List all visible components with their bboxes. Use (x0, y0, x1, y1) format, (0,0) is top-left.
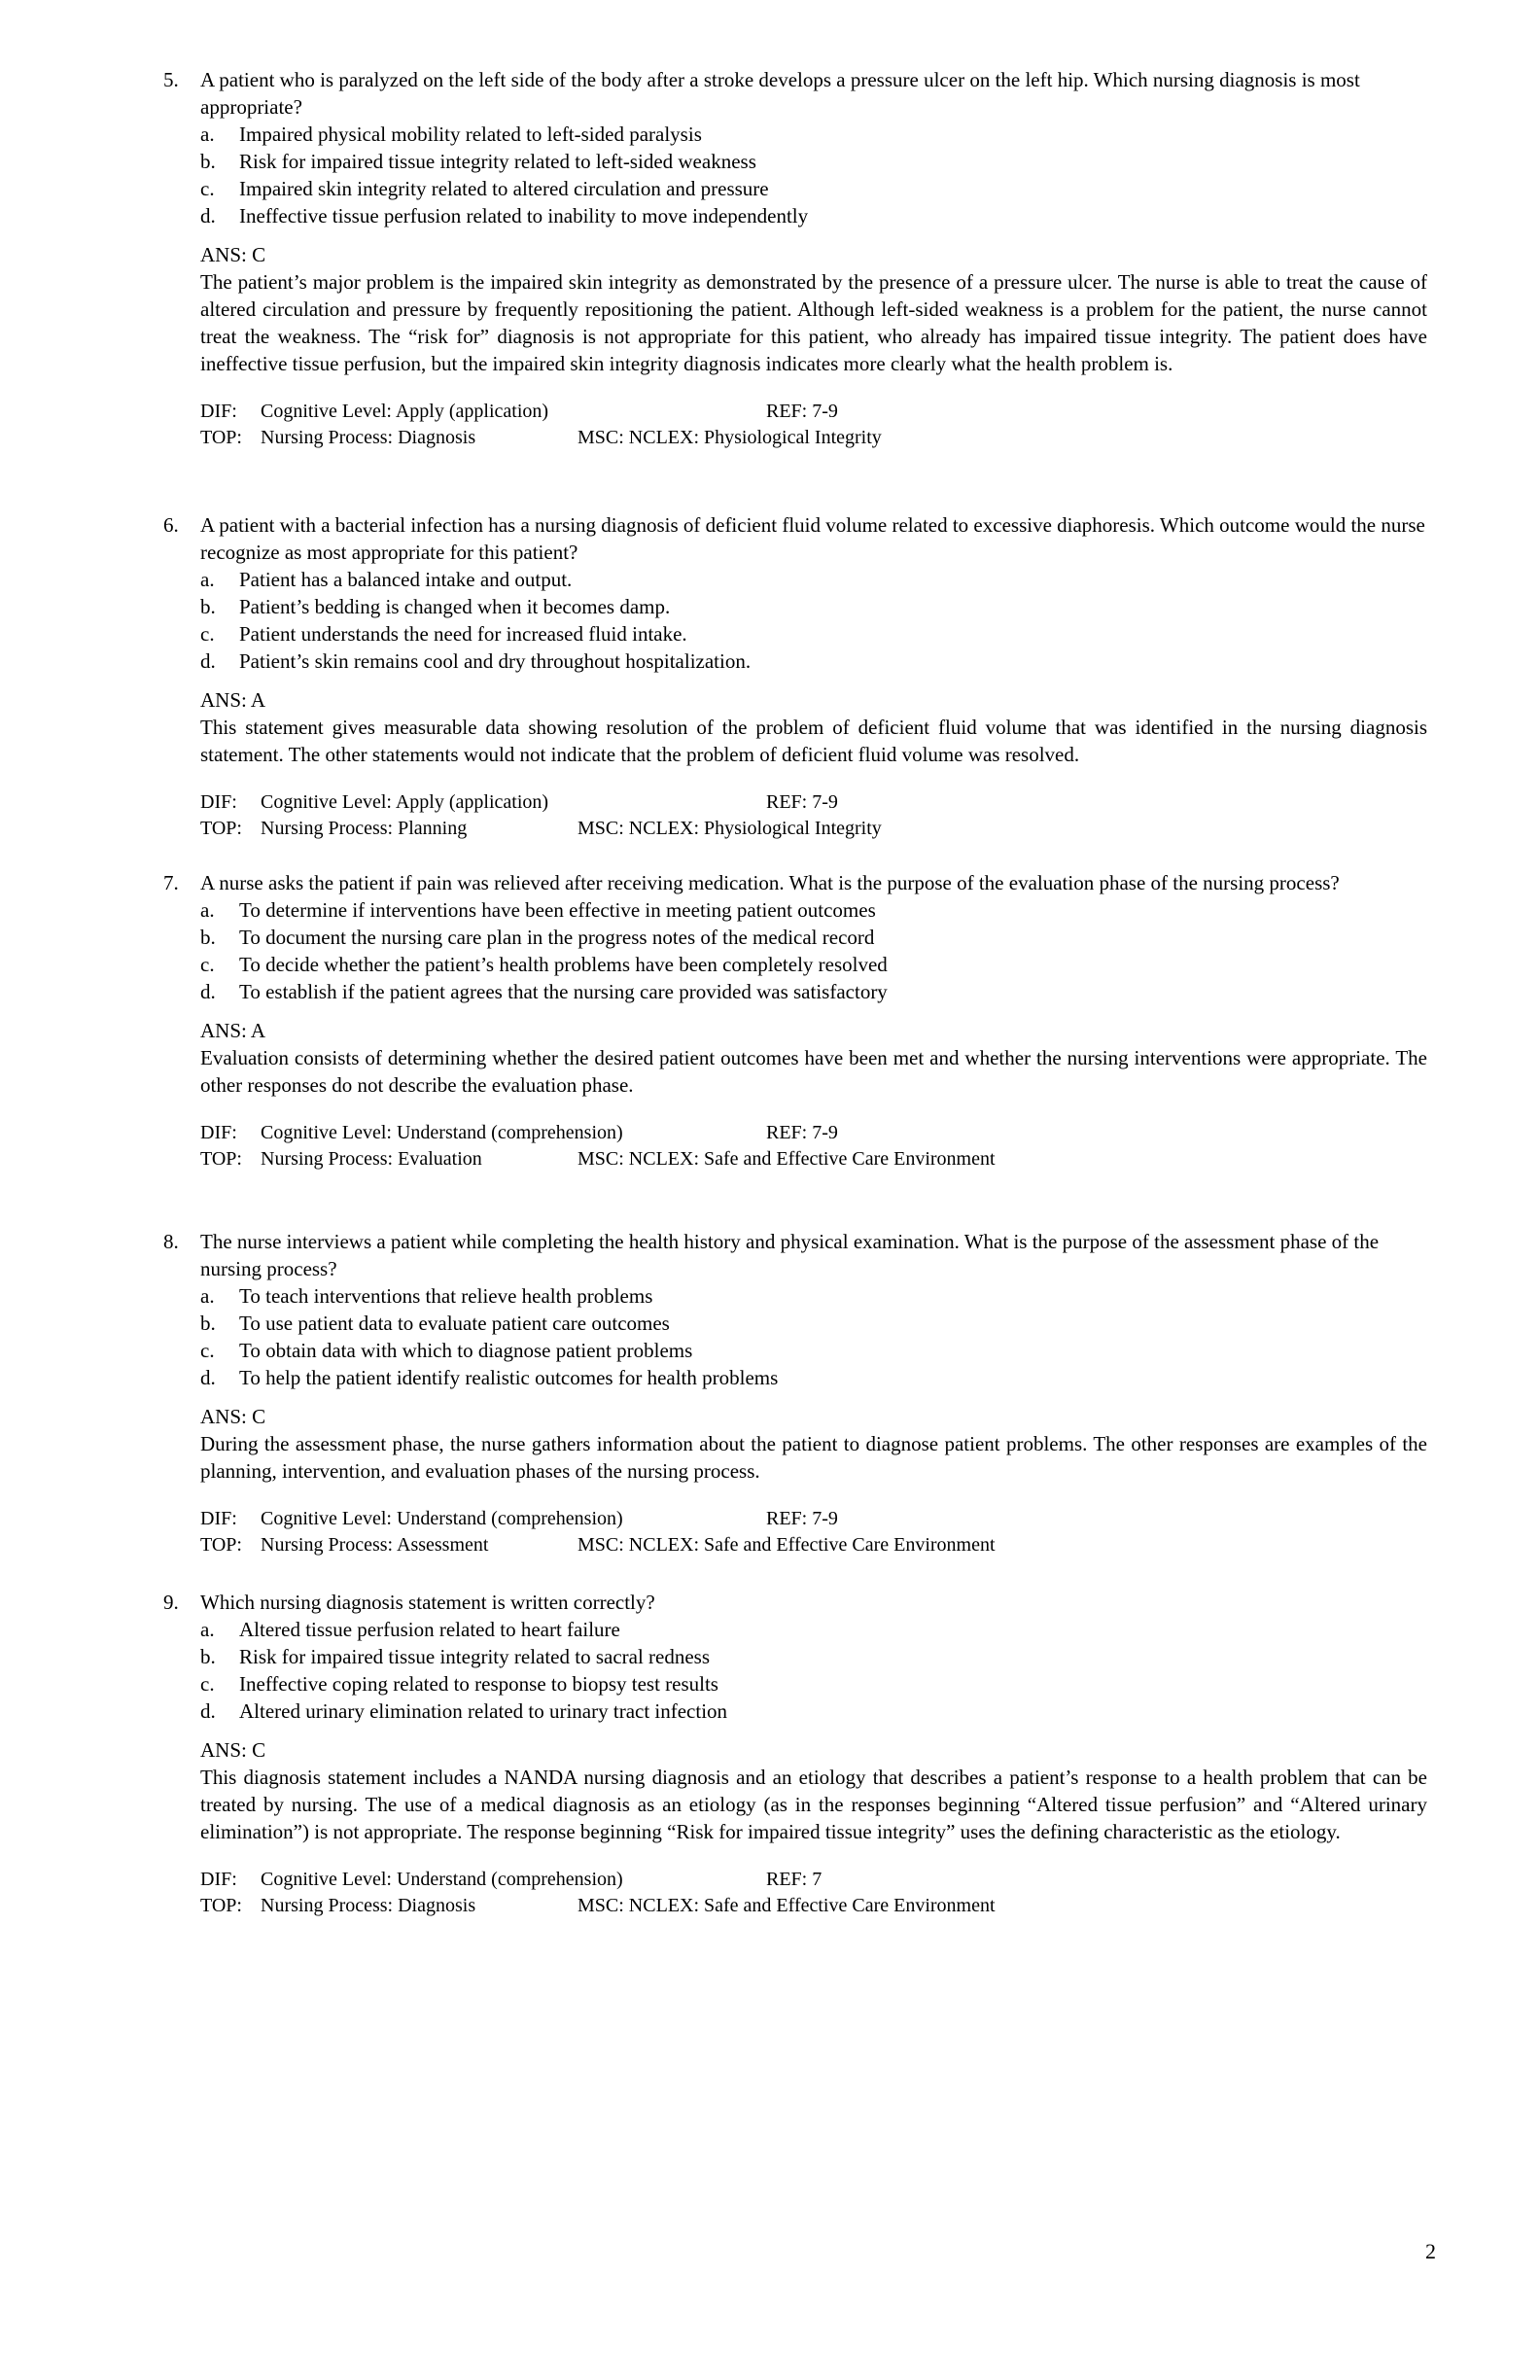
option-text: To obtain data with which to diagnose patient problems (239, 1339, 693, 1362)
answer-options (163, 896, 1427, 1005)
question-text: A patient with a bacterial infection has a nursing diagnosis of deficient fluid volume related to excessive diaphoresis. Which outcome would the nurse recognize as most appropriate for this patient? (200, 513, 1425, 564)
msc: MSC: NCLEX: Safe and Effective Care Environment (578, 1895, 996, 1916)
option-c (163, 620, 1427, 648)
option-letter: c. (200, 1339, 215, 1362)
option-text: Risk for impaired tissue integrity related to left-sided weakness (239, 150, 756, 173)
cognitive-level: Cognitive Level: Apply (application) (261, 401, 549, 422)
top-label: TOP: (200, 1895, 242, 1916)
cognitive-level: Cognitive Level: Understand (comprehension) (261, 1869, 623, 1890)
option-a (163, 566, 1427, 593)
top-label: TOP: (200, 427, 242, 448)
option-letter: b. (200, 595, 216, 618)
ref: REF: 7-9 (766, 401, 838, 422)
msc: MSC: NCLEX: Physiological Integrity (578, 427, 882, 448)
option-text: Ineffective coping related to response to biopsy test results (239, 1672, 718, 1696)
option-letter: d. (200, 1366, 216, 1389)
option-text: Impaired physical mobility related to left-sided paralysis (239, 122, 702, 146)
rationale: The patient’s major problem is the impaired skin integrity as demonstrated by the presence of a pressure ulcer. The nurse is able to treat the cause of altered circulation and pressure by frequently repositioning the patient. Although left-sided weakness is a problem for the patient, the nurse cannot treat the weakness. The “risk for” diagnosis is not appropriate for this patient, who already has impaired tissue integrity. The patient does have ineffective tissue perfusion, but the impaired skin integrity diagnosis indicates more clearly what the health problem is. (200, 270, 1427, 375)
question-stem (163, 1228, 1427, 1282)
dif-label: DIF: (200, 1122, 237, 1143)
answer-options (163, 1282, 1427, 1391)
cognitive-level: Cognitive Level: Understand (comprehension) (261, 1122, 623, 1143)
answer-key: ANS: A (200, 1019, 266, 1042)
meta-row-dif (200, 1867, 1427, 1893)
question-number: 5. (163, 68, 179, 91)
option-letter: d. (200, 204, 216, 228)
answer-block (163, 1736, 1427, 1845)
answer-block (163, 686, 1427, 768)
option-letter: a. (200, 568, 215, 591)
meta-row-top (200, 1532, 1427, 1558)
ref: REF: 7-9 (766, 1508, 838, 1529)
rationale: During the assessment phase, the nurse gathers information about the patient to diagnose patient problems. The other responses are examples of the planning, intervention, and evaluation phases of the nursing process. (200, 1432, 1427, 1483)
option-text: To use patient data to evaluate patient care outcomes (239, 1312, 670, 1335)
answer-block (163, 241, 1427, 377)
option-letter: c. (200, 1672, 215, 1696)
top-label: TOP: (200, 1148, 242, 1170)
answer-key: ANS: A (200, 688, 266, 712)
option-c (163, 175, 1427, 202)
option-letter: c. (200, 177, 215, 200)
cognitive-level: Cognitive Level: Understand (comprehension) (261, 1508, 623, 1529)
meta-row-top (200, 1893, 1427, 1919)
topic: Nursing Process: Assessment (261, 1534, 489, 1556)
option-letter: a. (200, 1284, 215, 1308)
msc: MSC: NCLEX: Safe and Effective Care Environment (578, 1148, 996, 1170)
option-d (163, 202, 1427, 229)
meta-row-dif (200, 1506, 1427, 1532)
topic: Nursing Process: Evaluation (261, 1148, 482, 1170)
option-text: To decide whether the patient’s health problems have been completely resolved (239, 953, 888, 976)
question-meta (163, 789, 1427, 842)
option-text: To help the patient identify realistic outcomes for health problems (239, 1366, 779, 1389)
answer-options (163, 566, 1427, 675)
cognitive-level: Cognitive Level: Apply (application) (261, 791, 549, 813)
question-8 (163, 1228, 1427, 1558)
dif-label: DIF: (200, 1869, 237, 1890)
question-meta (163, 1506, 1427, 1558)
question-stem (163, 869, 1427, 896)
question-number: 8. (163, 1230, 179, 1253)
question-text: A nurse asks the patient if pain was relieved after receiving medication. What is the purpose of the evaluation phase of the nursing process? (200, 871, 1340, 894)
option-text: Patient has a balanced intake and output. (239, 568, 573, 591)
option-letter: d. (200, 980, 216, 1003)
answer-options (163, 121, 1427, 229)
option-letter: c. (200, 953, 215, 976)
answer-block (163, 1017, 1427, 1099)
question-stem (163, 511, 1427, 566)
option-letter: d. (200, 649, 216, 673)
dif-label: DIF: (200, 1508, 237, 1529)
page-number: 2 (1425, 2239, 1436, 2263)
rationale: This diagnosis statement includes a NANDA nursing diagnosis and an etiology that describes a patient’s response to a health problem that can be treated by nursing. The use of a medical diagnosis as an etiology (as in the responses beginning “Altered tissue perfusion” and “Altered urinary elimination”) is not appropriate. The response beginning “Risk for impaired tissue integrity” uses the defining characteristic as the etiology. (200, 1766, 1427, 1843)
top-label: TOP: (200, 818, 242, 839)
question-9 (163, 1589, 1427, 1919)
question-stem (163, 66, 1427, 121)
dif-label: DIF: (200, 791, 237, 813)
option-a (163, 896, 1427, 924)
ref: REF: 7-9 (766, 791, 838, 813)
option-letter: a. (200, 122, 215, 146)
top-label: TOP: (200, 1534, 242, 1556)
option-text: To document the nursing care plan in the progress notes of the medical record (239, 926, 875, 949)
option-text: Patient understands the need for increased fluid intake. (239, 622, 687, 646)
option-a (163, 1616, 1427, 1643)
option-letter: c. (200, 622, 215, 646)
meta-row-dif (200, 789, 1427, 816)
question-meta (163, 399, 1427, 451)
answer-block (163, 1403, 1427, 1485)
ref: REF: 7 (766, 1869, 822, 1890)
question-number: 9. (163, 1591, 179, 1614)
option-c (163, 1670, 1427, 1698)
msc: MSC: NCLEX: Physiological Integrity (578, 818, 882, 839)
option-letter: d. (200, 1699, 216, 1723)
option-text: Ineffective tissue perfusion related to inability to move independently (239, 204, 809, 228)
answer-options (163, 1616, 1427, 1725)
topic: Nursing Process: Planning (261, 818, 468, 839)
option-d (163, 1698, 1427, 1725)
option-text: Altered tissue perfusion related to heart failure (239, 1618, 620, 1641)
option-b (163, 148, 1427, 175)
option-letter: b. (200, 150, 216, 173)
option-text: Altered urinary elimination related to urinary tract infection (239, 1699, 728, 1723)
option-text: Patient’s skin remains cool and dry throughout hospitalization. (239, 649, 752, 673)
option-text: Patient’s bedding is changed when it becomes damp. (239, 595, 671, 618)
question-meta (163, 1867, 1427, 1919)
option-text: Risk for impaired tissue integrity related to sacral redness (239, 1645, 711, 1668)
rationale: This statement gives measurable data showing resolution of the problem of deficient fluid volume that was identified in the nursing diagnosis statement. The other statements would not indicate that the problem of deficient fluid volume was resolved. (200, 716, 1427, 766)
meta-row-top (200, 1146, 1427, 1172)
option-c (163, 1337, 1427, 1364)
question-text: The nurse interviews a patient while completing the health history and physical examination. What is the purpose of the assessment phase of the nursing process? (200, 1230, 1380, 1280)
rationale: Evaluation consists of determining whether the desired patient outcomes have been met and whether the nursing interventions were appropriate. The other responses do not describe the evaluation phase. (200, 1046, 1427, 1097)
option-letter: b. (200, 1312, 216, 1335)
option-b (163, 924, 1427, 951)
question-5 (163, 66, 1427, 451)
answer-key: ANS: C (200, 243, 266, 266)
topic: Nursing Process: Diagnosis (261, 1895, 476, 1916)
answer-key: ANS: C (200, 1738, 266, 1762)
option-letter: a. (200, 898, 215, 922)
question-meta (163, 1120, 1427, 1172)
option-d (163, 978, 1427, 1005)
dif-label: DIF: (200, 401, 237, 422)
option-letter: b. (200, 1645, 216, 1668)
option-text: To determine if interventions have been effective in meeting patient outcomes (239, 898, 876, 922)
meta-row-dif (200, 1120, 1427, 1146)
option-a (163, 1282, 1427, 1310)
question-6 (163, 511, 1427, 842)
question-stem (163, 1589, 1427, 1616)
msc: MSC: NCLEX: Safe and Effective Care Environment (578, 1534, 996, 1556)
question-text: Which nursing diagnosis statement is written correctly? (200, 1591, 655, 1614)
topic: Nursing Process: Diagnosis (261, 427, 476, 448)
option-letter: a. (200, 1618, 215, 1641)
option-b (163, 1643, 1427, 1670)
question-number: 6. (163, 513, 179, 537)
option-text: Impaired skin integrity related to altered circulation and pressure (239, 177, 769, 200)
option-d (163, 1364, 1427, 1391)
option-b (163, 1310, 1427, 1337)
question-7 (163, 869, 1427, 1172)
option-text: To establish if the patient agrees that the nursing care provided was satisfactory (239, 980, 888, 1003)
option-a (163, 121, 1427, 148)
question-text: A patient who is paralyzed on the left side of the body after a stroke develops a pressure ulcer on the left hip. Which nursing diagnosis is most appropriate? (200, 68, 1360, 119)
option-d (163, 648, 1427, 675)
option-letter: b. (200, 926, 216, 949)
option-text: To teach interventions that relieve health problems (239, 1284, 653, 1308)
meta-row-top (200, 816, 1427, 842)
option-b (163, 593, 1427, 620)
meta-row-dif (200, 399, 1427, 425)
option-c (163, 951, 1427, 978)
meta-row-top (200, 425, 1427, 451)
answer-key: ANS: C (200, 1405, 266, 1428)
question-number: 7. (163, 871, 179, 894)
ref: REF: 7-9 (766, 1122, 838, 1143)
